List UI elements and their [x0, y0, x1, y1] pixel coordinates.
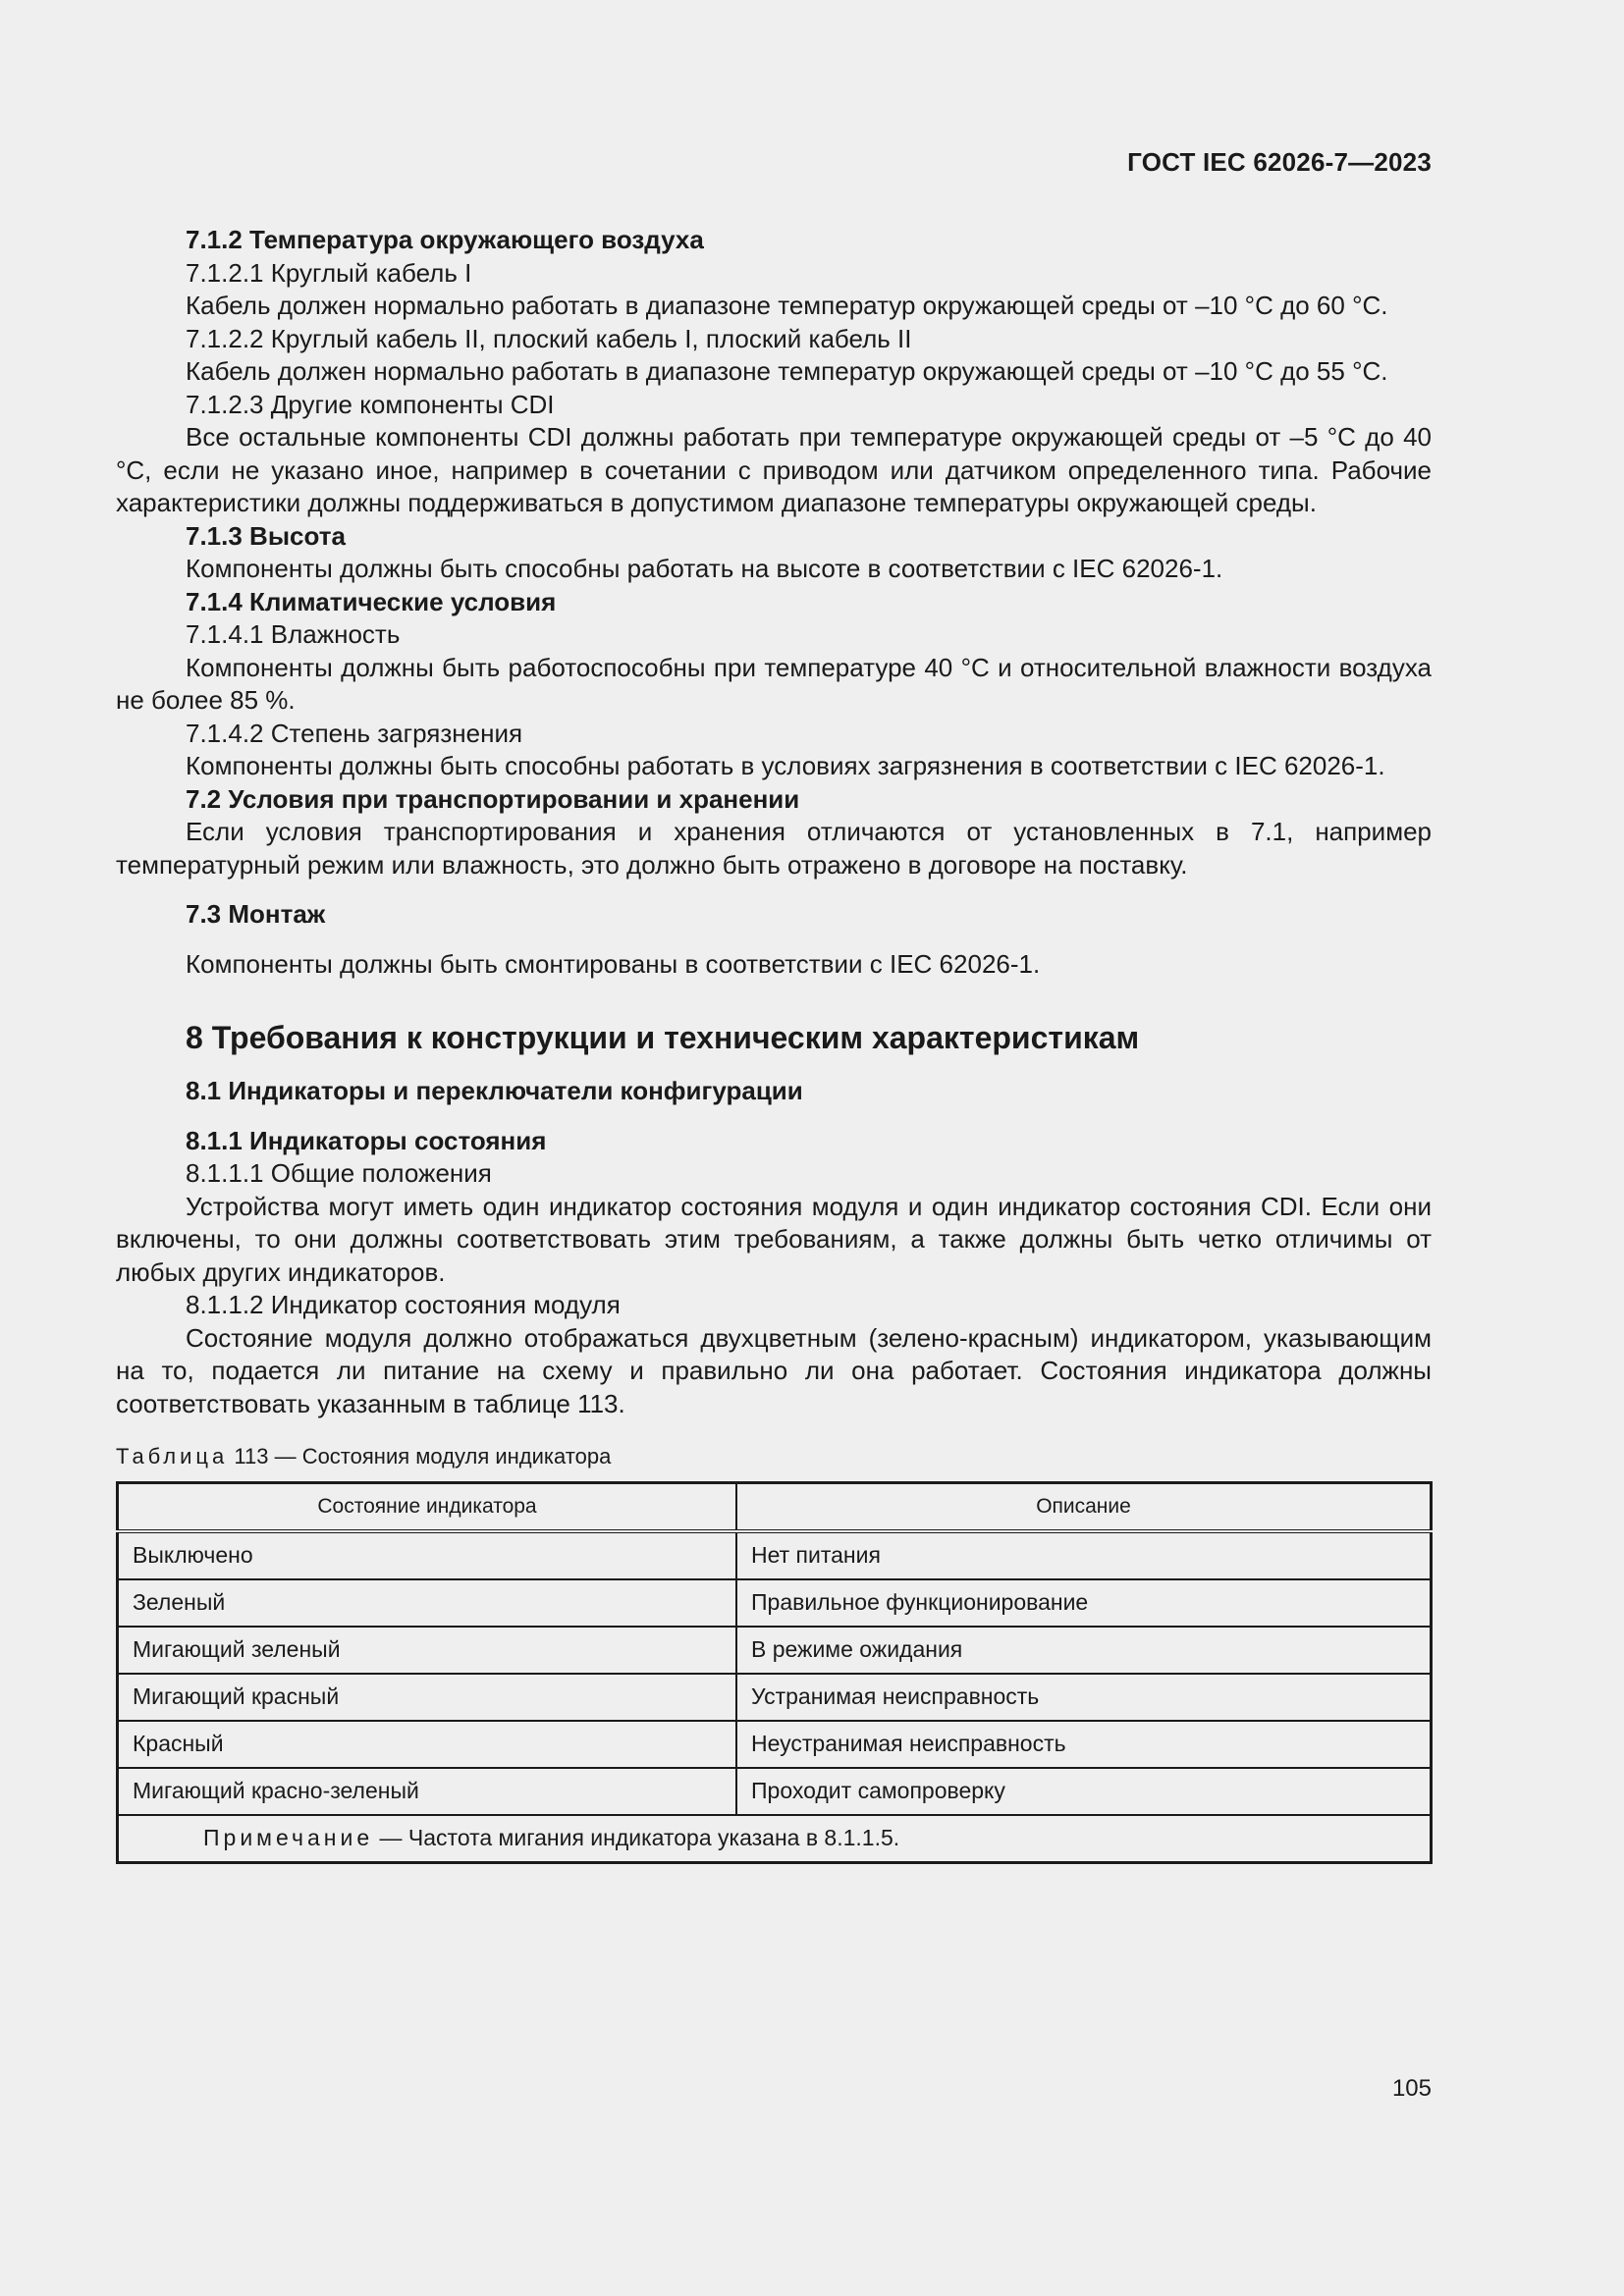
table-cell: Правильное функционирование — [736, 1579, 1432, 1627]
table-row — [118, 1674, 1432, 1721]
table-header-row — [118, 1483, 1432, 1532]
table-note — [118, 1815, 1432, 1863]
paragraph: Компоненты должны быть смонтированы в соответствии с IEC 62026-1. — [186, 948, 1041, 979]
table-row — [118, 1579, 1432, 1627]
table-row — [118, 1721, 1432, 1768]
paragraph: Устройства могут иметь один индикатор состояния модуля и один индикатор состояния CDI. Если они включены, то они должны соответствовать этим требованиям, а также должны быть четко отличимы от любых других индикаторов. — [116, 1191, 1432, 1287]
table-caption — [116, 1442, 1432, 1471]
paragraph: Все остальные компоненты CDI должны работать при температуре окружающей среды от –5 °С до 40 °С, если не указано иное, например в сочетании с приводом или датчиком определенного типа. Рабочие характеристики должны поддерживаться в допустимом диапазоне температуры окружающей среды. — [116, 422, 1432, 517]
table-cell: Нет питания — [736, 1531, 1432, 1579]
table-row — [118, 1531, 1432, 1579]
table-cell: Проходит самопроверку — [736, 1768, 1432, 1815]
subsection-title: 7.1.2.2 Круглый кабель II, плоский кабель I, плоский кабель II — [186, 323, 912, 353]
column-header: Состояние индикатора — [118, 1483, 737, 1532]
table-row — [118, 1627, 1432, 1674]
table-cell: Зеленый — [118, 1579, 737, 1627]
paragraph: Компоненты должны быть работоспособны при температуре 40 °С и относительной влажности воздуха не более 85 %. — [116, 652, 1432, 715]
table-cell: Мигающий зеленый — [118, 1627, 737, 1674]
document-code: ГОСТ IEC 62026-7—2023 — [1127, 147, 1432, 177]
subsection-title: 7.1.2.1 Круглый кабель I — [186, 257, 472, 288]
table-caption-label: Таблица — [116, 1444, 229, 1468]
subsection-title: 8.1.1.2 Индикатор состояния модуля — [186, 1290, 621, 1319]
section-heading: 7.1.3 Высота — [186, 520, 346, 551]
paragraph: Кабель должен нормально работать в диапазоне температур окружающей среды от –10 °С до 55 °С. — [186, 356, 1388, 386]
table-note-label: Примечание — [203, 1825, 374, 1851]
page-number: 105 — [1391, 2075, 1432, 2102]
table-note-row — [118, 1815, 1432, 1863]
table-caption-text: 113 — Состояния модуля индикатора — [234, 1444, 612, 1468]
table-note-text: — Частота мигания индикатора указана в 8.1.1.5. — [379, 1825, 900, 1851]
page-content — [116, 224, 1432, 1864]
indicator-states-table — [116, 1481, 1433, 1864]
table-cell: В режиме ожидания — [736, 1627, 1432, 1674]
subsection-title: 8.1.1.1 Общие положения — [186, 1158, 492, 1188]
section-heading: 7.3 Монтаж — [186, 899, 326, 929]
table-cell: Устранимая неисправность — [736, 1674, 1432, 1721]
table-cell: Мигающий красно-зеленый — [118, 1768, 737, 1815]
chapter-heading: 8 Требования к конструкции и техническим характеристикам — [186, 1020, 1140, 1055]
paragraph: Если условия транспортирования и хранения отличаются от установленных в 7.1, например температурный режим или влажность, это должно быть отражено в договоре на поставку. — [116, 817, 1432, 880]
section-heading: 7.1.2 Температура окружающего воздуха — [186, 225, 704, 254]
table-cell: Выключено — [118, 1531, 737, 1579]
paragraph: Кабель должен нормально работать в диапазоне температур окружающей среды от –10 °С до 60 °С. — [186, 291, 1388, 320]
subsection-title: 7.1.4.1 Влажность — [186, 619, 401, 649]
table-cell: Красный — [118, 1721, 737, 1768]
section-heading: 7.1.4 Климатические условия — [186, 586, 557, 616]
table-cell: Мигающий красный — [118, 1674, 737, 1721]
paragraph: Состояние модуля должно отображаться двухцветным (зелено-красным) индикатором, указывающим на то, подается ли питание на схему и правильно ли она работает. Состояния индикатора должны соответствовать указанным в таблице 113. — [116, 1322, 1432, 1418]
section-heading: 7.2 Условия при транспортировании и хранении — [186, 783, 800, 814]
subsection-title: 7.1.4.2 Степень загрязнения — [186, 718, 523, 748]
subsection-title: 7.1.2.3 Другие компоненты CDI — [186, 389, 555, 419]
section-heading: 8.1 Индикаторы и переключатели конфигурации — [186, 1076, 803, 1105]
section-heading: 8.1.1 Индикаторы состояния — [186, 1126, 547, 1155]
column-header: Описание — [736, 1483, 1432, 1532]
table-row — [118, 1768, 1432, 1815]
table-cell: Неустранимая неисправность — [736, 1721, 1432, 1768]
paragraph: Компоненты должны быть способны работать на высоте в соответствии с IEC 62026-1. — [186, 554, 1223, 583]
paragraph: Компоненты должны быть способны работать в условиях загрязнения в соответствии с IEC 62026-1. — [186, 751, 1385, 780]
